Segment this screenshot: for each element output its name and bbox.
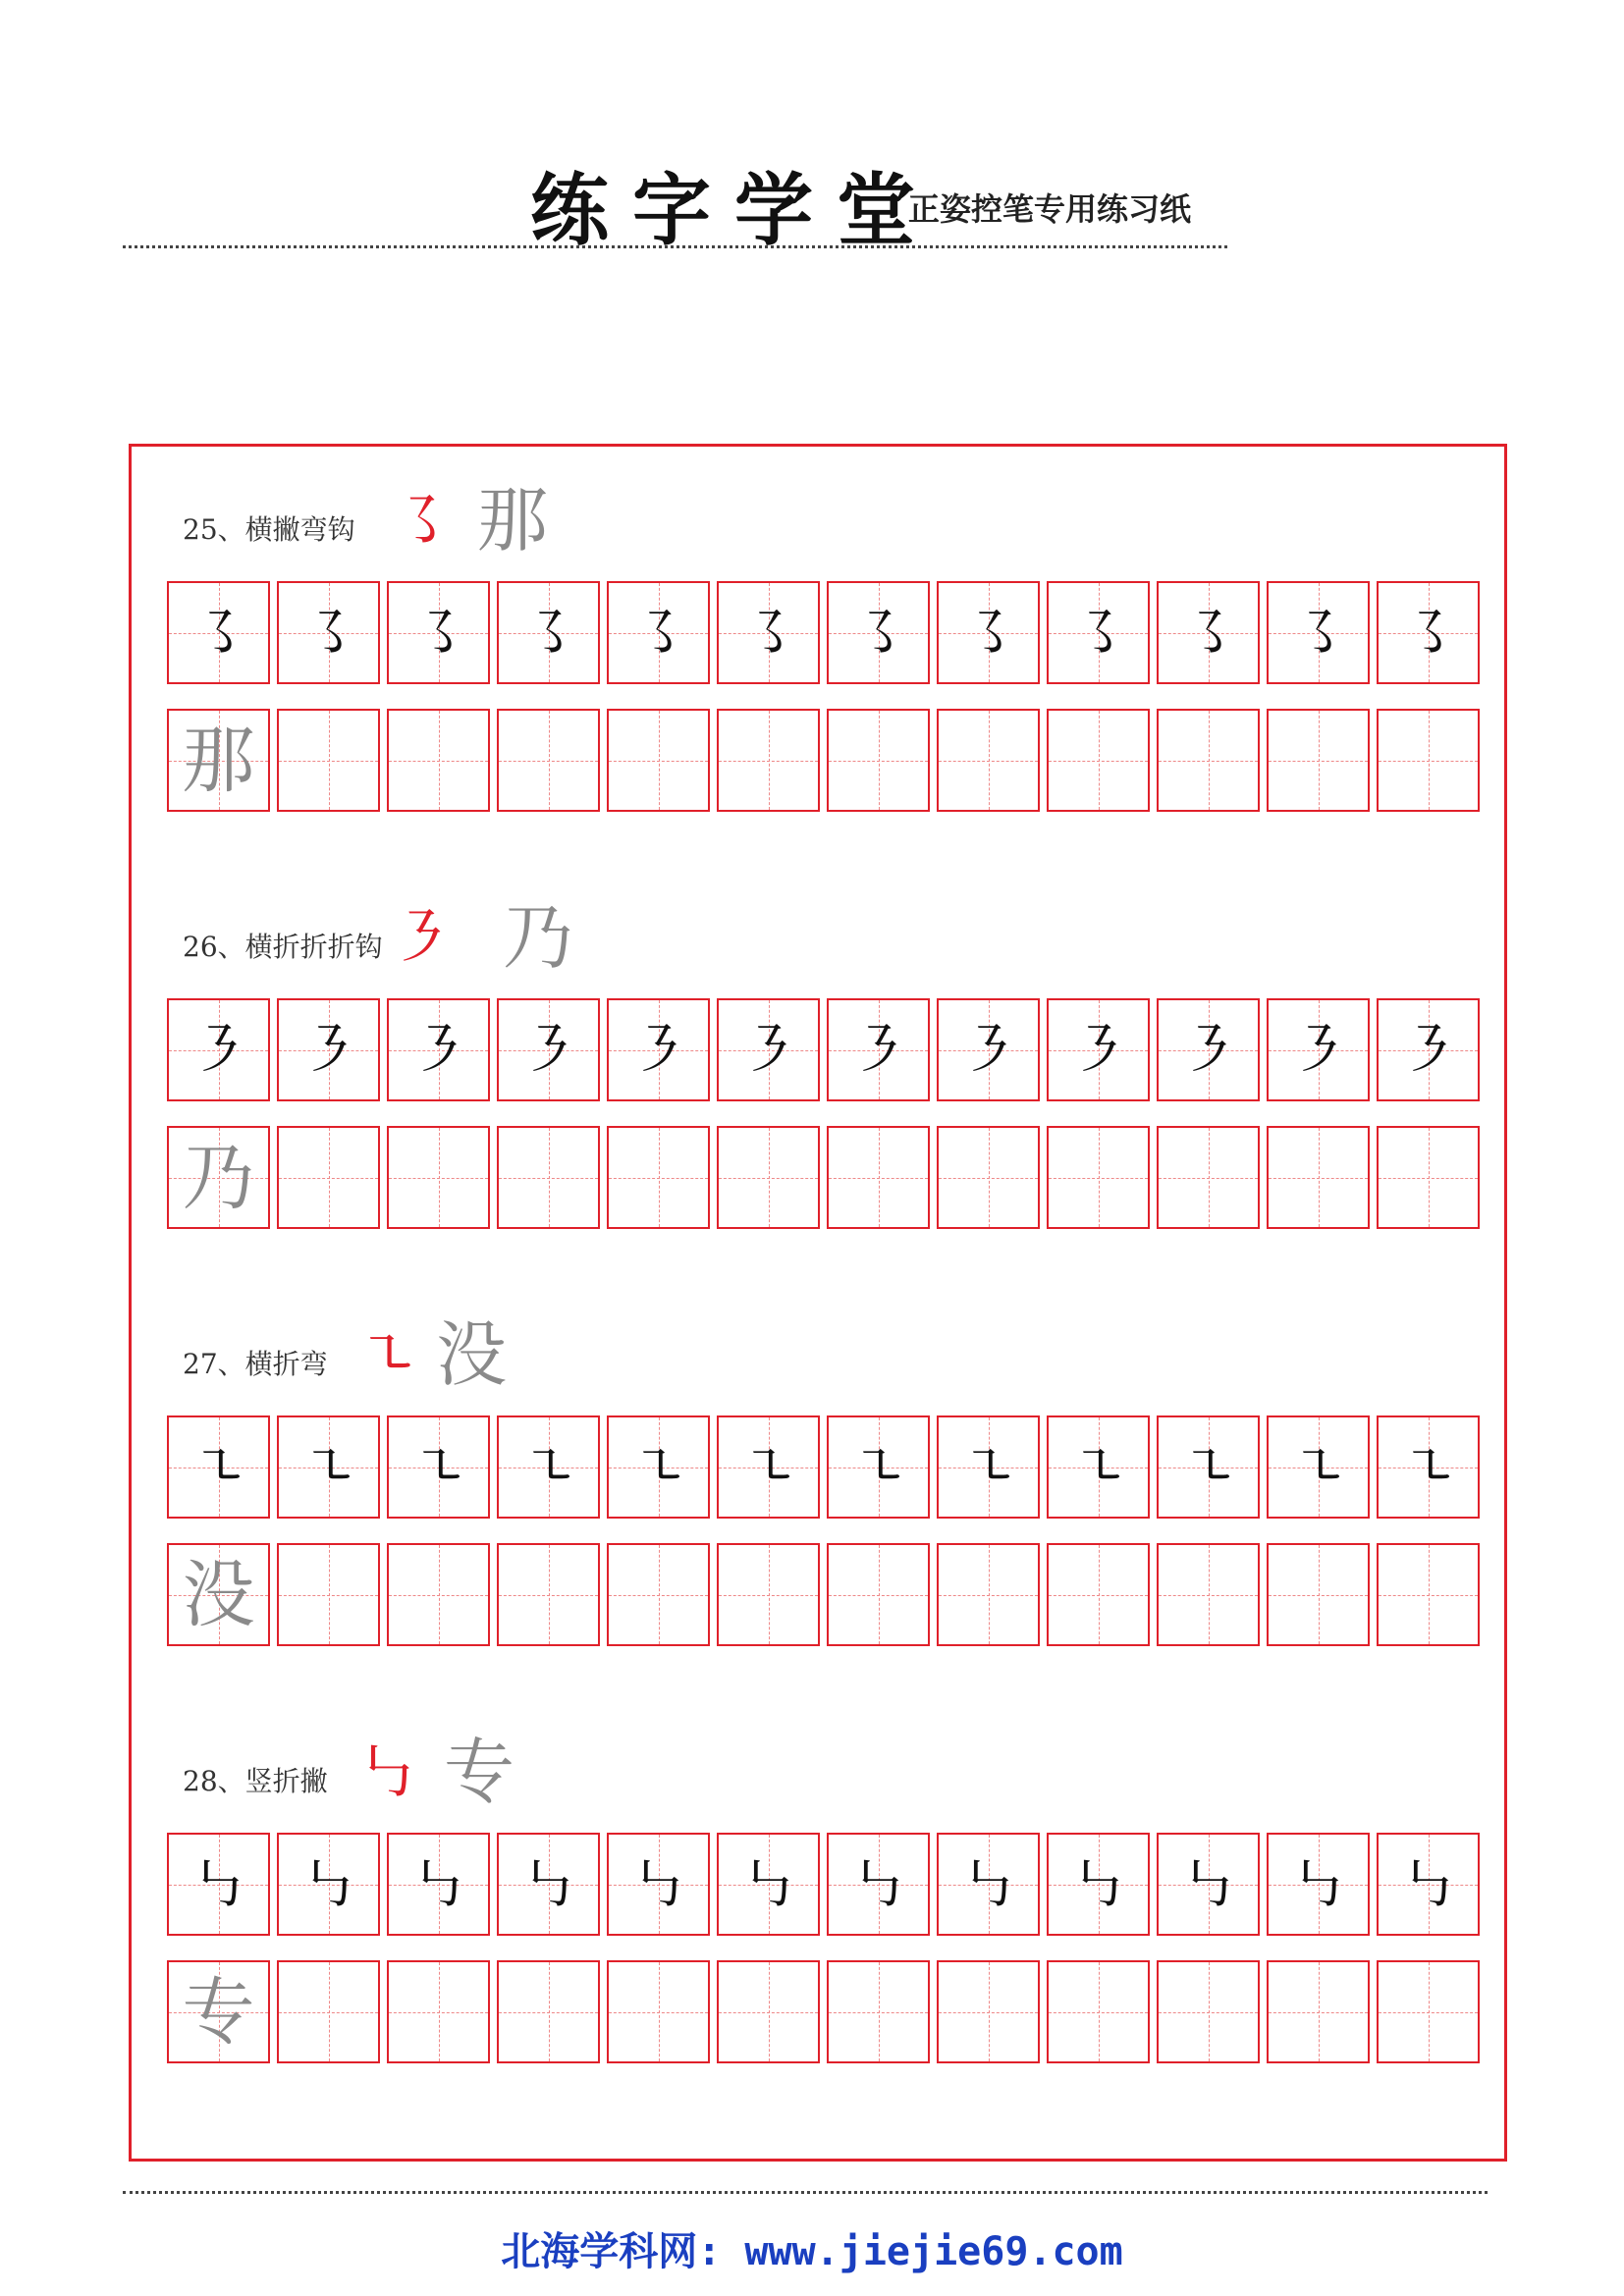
stroke-glyph: ㇉ xyxy=(519,1850,577,1918)
stroke-practice-row xyxy=(167,998,1480,1101)
practice-cell[interactable] xyxy=(1377,709,1480,812)
stroke-glyph: ㇉ xyxy=(1399,1850,1457,1918)
stroke-glyph: ㇌ xyxy=(1289,599,1347,667)
practice-cell[interactable] xyxy=(937,1833,1040,1936)
practice-cell[interactable] xyxy=(387,998,490,1101)
practice-cell[interactable] xyxy=(387,1543,490,1646)
practice-cell[interactable] xyxy=(1267,1126,1370,1229)
practice-cell[interactable] xyxy=(167,1960,270,2063)
practice-cell[interactable] xyxy=(1157,1415,1260,1519)
stroke-glyph: ㇋ xyxy=(959,1016,1017,1084)
stroke-glyph: ㇌ xyxy=(1399,599,1457,667)
practice-cell[interactable] xyxy=(1047,1415,1150,1519)
bottom-divider xyxy=(123,2191,1488,2194)
practice-cell[interactable] xyxy=(607,998,710,1101)
model-character: 专 xyxy=(182,1969,255,2055)
practice-cell[interactable] xyxy=(1047,1960,1150,2063)
stroke-glyph: ㇋ xyxy=(189,1016,247,1084)
practice-cell[interactable] xyxy=(607,709,710,812)
practice-cell[interactable] xyxy=(167,709,270,812)
practice-cell[interactable] xyxy=(1377,1126,1480,1229)
practice-cell[interactable] xyxy=(1047,1543,1150,1646)
character-practice-row xyxy=(167,1126,1480,1229)
practice-cell[interactable] xyxy=(387,581,490,684)
stroke-glyph: ㇉ xyxy=(1069,1850,1127,1918)
stroke-glyph: ㇉ xyxy=(739,1850,797,1918)
practice-cell[interactable] xyxy=(827,581,930,684)
stroke-glyph: ㇉ xyxy=(299,1850,357,1918)
practice-cell[interactable] xyxy=(497,1543,600,1646)
practice-cell[interactable] xyxy=(1377,1960,1480,2063)
stroke-glyph: ㇍ xyxy=(1179,1433,1237,1501)
practice-cell[interactable] xyxy=(937,581,1040,684)
model-character: 没 xyxy=(182,1552,255,1637)
practice-cell[interactable] xyxy=(167,1126,270,1229)
stroke-glyph: ㇍ xyxy=(409,1433,467,1501)
practice-cell[interactable] xyxy=(1157,581,1260,684)
practice-cell[interactable] xyxy=(277,709,380,812)
character-practice-row xyxy=(167,1543,1480,1646)
practice-cell[interactable] xyxy=(1267,1960,1370,2063)
practice-cell[interactable] xyxy=(1047,1833,1150,1936)
stroke-glyph: ㇋ xyxy=(849,1016,907,1084)
model-character: 乃 xyxy=(182,1135,255,1220)
stroke-glyph: ㇌ xyxy=(1069,599,1127,667)
practice-cell[interactable] xyxy=(607,581,710,684)
practice-cell[interactable] xyxy=(827,709,930,812)
section-label: 27、横折弯 xyxy=(183,1348,328,1380)
practice-cell[interactable] xyxy=(717,998,820,1101)
stroke-glyph: ㇋ xyxy=(409,1016,467,1084)
practice-cell[interactable] xyxy=(1267,581,1370,684)
practice-cell[interactable] xyxy=(387,1833,490,1936)
practice-cell[interactable] xyxy=(167,581,270,684)
stroke-glyph: ㇍ xyxy=(959,1433,1017,1501)
practice-cell[interactable] xyxy=(717,1833,820,1936)
practice-frame xyxy=(129,444,1507,2162)
practice-cell[interactable] xyxy=(827,1833,930,1936)
practice-cell[interactable] xyxy=(167,1543,270,1646)
practice-cell[interactable] xyxy=(387,1126,490,1229)
practice-cell[interactable] xyxy=(937,709,1040,812)
stroke-glyph: ㇋ xyxy=(739,1016,797,1084)
stroke-glyph: ㇉ xyxy=(409,1850,467,1918)
practice-cell[interactable] xyxy=(1377,1833,1480,1936)
practice-cell[interactable] xyxy=(497,998,600,1101)
practice-cell[interactable] xyxy=(1267,709,1370,812)
practice-cell[interactable] xyxy=(717,1960,820,2063)
stroke-glyph: ㇍ xyxy=(1069,1433,1127,1501)
practice-cell[interactable] xyxy=(937,1126,1040,1229)
practice-cell[interactable] xyxy=(1047,581,1150,684)
practice-cell[interactable] xyxy=(1267,998,1370,1101)
practice-cell[interactable] xyxy=(717,581,820,684)
practice-cell[interactable] xyxy=(277,581,380,684)
stroke-glyph: ㇍ xyxy=(849,1433,907,1501)
practice-cell[interactable] xyxy=(1157,1126,1260,1229)
practice-cell[interactable] xyxy=(497,1415,600,1519)
example-character: 乃 xyxy=(503,896,574,979)
practice-cell[interactable] xyxy=(277,1415,380,1519)
stroke-glyph: ㇍ xyxy=(299,1433,357,1501)
stroke-glyph: ㇋ xyxy=(299,1016,357,1084)
example-character: 那 xyxy=(477,479,549,561)
practice-cell[interactable] xyxy=(167,998,270,1101)
character-practice-row xyxy=(167,709,1480,812)
example-character: 没 xyxy=(436,1313,508,1396)
stroke-glyph: ㇍ xyxy=(629,1433,687,1501)
section-label: 26、横折折折钩 xyxy=(183,931,383,963)
practice-cell[interactable] xyxy=(1047,709,1150,812)
stroke-glyph: ㇋ xyxy=(389,903,452,976)
practice-cell[interactable] xyxy=(1377,581,1480,684)
stroke-glyph: ㇌ xyxy=(849,599,907,667)
practice-cell[interactable] xyxy=(1047,1126,1150,1229)
stroke-glyph: ㇍ xyxy=(1289,1433,1347,1501)
stroke-glyph: ㇌ xyxy=(519,599,577,667)
practice-cell[interactable] xyxy=(937,1543,1040,1646)
practice-cell[interactable] xyxy=(827,1415,930,1519)
practice-cell[interactable] xyxy=(1157,1960,1260,2063)
practice-cell[interactable] xyxy=(387,1960,490,2063)
practice-cell[interactable] xyxy=(1377,1543,1480,1646)
practice-cell[interactable] xyxy=(937,1960,1040,2063)
practice-cell[interactable] xyxy=(167,1833,270,1936)
page-subtitle: 正姿控笔专用练习纸 xyxy=(908,190,1192,228)
example-character: 专 xyxy=(444,1731,515,1813)
stroke-glyph: ㇉ xyxy=(189,1850,247,1918)
section-label: 25、横撇弯钩 xyxy=(183,513,355,546)
practice-cell[interactable] xyxy=(387,709,490,812)
stroke-glyph: ㇌ xyxy=(1179,599,1237,667)
stroke-glyph: ㇌ xyxy=(739,599,797,667)
stroke-glyph: ㇍ xyxy=(355,1320,418,1393)
practice-cell[interactable] xyxy=(1267,1833,1370,1936)
stroke-glyph: ㇋ xyxy=(629,1016,687,1084)
stroke-glyph: ㇋ xyxy=(519,1016,577,1084)
page-title: 练字学堂 xyxy=(530,164,939,256)
practice-cell[interactable] xyxy=(717,1543,820,1646)
stroke-glyph: ㇌ xyxy=(629,599,687,667)
practice-cell[interactable] xyxy=(277,1543,380,1646)
stroke-glyph: ㇍ xyxy=(1399,1433,1457,1501)
character-practice-row xyxy=(167,1960,1480,2063)
stroke-glyph: ㇉ xyxy=(959,1850,1017,1918)
practice-cell[interactable] xyxy=(607,1415,710,1519)
practice-cell[interactable] xyxy=(1157,998,1260,1101)
footer-url: 北海学科网: www.jiejie69.com xyxy=(501,2229,1123,2274)
model-character: 那 xyxy=(182,718,255,803)
practice-cell[interactable] xyxy=(937,1415,1040,1519)
practice-cell[interactable] xyxy=(497,581,600,684)
practice-cell[interactable] xyxy=(1267,1415,1370,1519)
practice-cell[interactable] xyxy=(607,1543,710,1646)
practice-cell[interactable] xyxy=(1157,709,1260,812)
practice-cell[interactable] xyxy=(1377,1415,1480,1519)
stroke-glyph: ㇍ xyxy=(519,1433,577,1501)
page-header xyxy=(0,137,1624,256)
practice-cell[interactable] xyxy=(387,1415,490,1519)
practice-cell[interactable] xyxy=(827,998,930,1101)
practice-cell[interactable] xyxy=(607,1833,710,1936)
stroke-glyph: ㇉ xyxy=(1289,1850,1347,1918)
stroke-glyph: ㇋ xyxy=(1179,1016,1237,1084)
practice-cell[interactable] xyxy=(1157,1833,1260,1936)
practice-cell[interactable] xyxy=(827,1126,930,1229)
practice-cell[interactable] xyxy=(497,1833,600,1936)
practice-cell[interactable] xyxy=(1377,998,1480,1101)
stroke-glyph: ㇌ xyxy=(189,599,247,667)
stroke-glyph: ㇉ xyxy=(1179,1850,1237,1918)
practice-cell[interactable] xyxy=(277,1833,380,1936)
stroke-glyph: ㇉ xyxy=(849,1850,907,1918)
stroke-glyph: ㇌ xyxy=(409,599,467,667)
practice-cell[interactable] xyxy=(827,1543,930,1646)
stroke-glyph: ㇌ xyxy=(389,486,452,559)
stroke-glyph: ㇌ xyxy=(959,599,1017,667)
practice-cell[interactable] xyxy=(937,998,1040,1101)
practice-cell[interactable] xyxy=(717,1126,820,1229)
practice-cell[interactable] xyxy=(277,1126,380,1229)
stroke-glyph: ㇉ xyxy=(629,1850,687,1918)
stroke-glyph: ㇍ xyxy=(189,1433,247,1501)
stroke-glyph: ㇉ xyxy=(355,1737,418,1810)
stroke-glyph: ㇍ xyxy=(739,1433,797,1501)
practice-cell[interactable] xyxy=(1157,1543,1260,1646)
section-label: 28、竖折撇 xyxy=(183,1765,328,1797)
practice-cell[interactable] xyxy=(827,1960,930,2063)
top-divider xyxy=(123,245,1227,248)
stroke-practice-row xyxy=(167,581,1480,684)
practice-cell[interactable] xyxy=(1047,998,1150,1101)
practice-cell[interactable] xyxy=(607,1126,710,1229)
practice-cell[interactable] xyxy=(717,1415,820,1519)
practice-cell[interactable] xyxy=(497,709,600,812)
stroke-glyph: ㇌ xyxy=(299,599,357,667)
practice-cell[interactable] xyxy=(277,998,380,1101)
practice-cell[interactable] xyxy=(1267,1543,1370,1646)
stroke-glyph: ㇋ xyxy=(1399,1016,1457,1084)
practice-cell[interactable] xyxy=(717,709,820,812)
stroke-practice-row xyxy=(167,1415,1480,1519)
practice-cell[interactable] xyxy=(277,1960,380,2063)
stroke-practice-row xyxy=(167,1833,1480,1936)
practice-cell[interactable] xyxy=(167,1415,270,1519)
stroke-glyph: ㇋ xyxy=(1069,1016,1127,1084)
practice-cell[interactable] xyxy=(497,1126,600,1229)
practice-cell[interactable] xyxy=(607,1960,710,2063)
stroke-glyph: ㇋ xyxy=(1289,1016,1347,1084)
practice-cell[interactable] xyxy=(497,1960,600,2063)
